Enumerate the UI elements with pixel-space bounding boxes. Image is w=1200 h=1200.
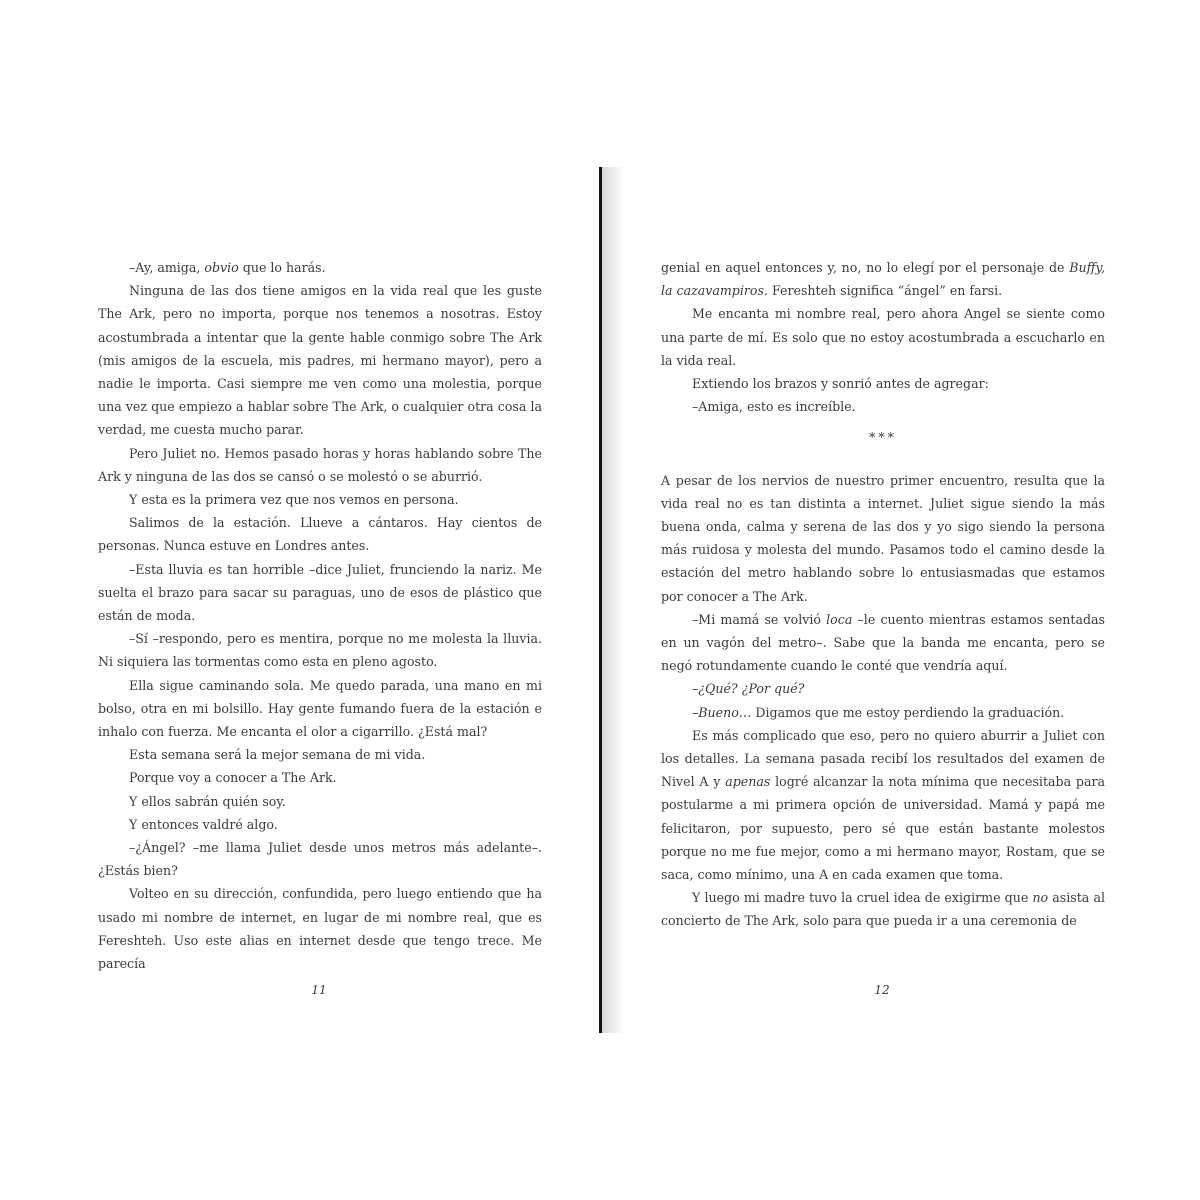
text-run: –le cuento mientras estamos sentadas en un vagón del metro–. Sabe que la banda me encanta, pero se negó rotundamente cuando le conté que vendría aquí. xyxy=(661,611,1105,674)
text-run: Extiendo los brazos y sonrió antes de agregar: xyxy=(692,376,989,392)
italic-run: –Bueno… xyxy=(692,704,752,720)
left-page-number: 11 xyxy=(311,983,327,997)
paragraph xyxy=(661,469,1105,608)
italic-run: no xyxy=(1032,890,1049,906)
text-run: Y luego mi madre tuvo la cruel idea de exigirme que xyxy=(692,890,1033,906)
text-run: Ella sigue caminando sola. Me quedo parada, una mano en mi bolso, otra en mi bolsillo. Hay gente fumando fuera de la estación e inhalo con fuerza. Me encanta el olor a cigarrillo. ¿Está mal? xyxy=(98,677,542,740)
text-run: genial en aquel entonces y, no, no lo elegí por el personaje de xyxy=(661,260,1070,275)
paragraph xyxy=(98,511,542,557)
paragraph xyxy=(661,701,1105,724)
paragraph xyxy=(98,882,542,975)
text-run: Y entonces valdré algo. xyxy=(129,816,278,832)
text-run: logré alcanzar la nota mínima que necesitaba para postularme a mi primera opción de universidad. Mamá y papá me felicitaron, por supuesto, pero sé que están bastante molestos porque no me fue mejor, como a mi hermano mayor, Rostam, que se saca, como mínimo, una A en cada examen que toma. xyxy=(661,774,1105,883)
text-run: –Sí –respondo, pero es mentira, porque no me molesta la lluvia. Ni siquiera las tormentas como esta en pleno agosto. xyxy=(98,631,542,670)
paragraph xyxy=(98,766,542,789)
paragraph xyxy=(661,886,1105,932)
paragraph xyxy=(98,627,542,673)
paragraph xyxy=(661,256,1105,302)
paragraph xyxy=(98,442,542,488)
paragraph xyxy=(98,674,542,744)
italic-run: apenas xyxy=(725,774,771,790)
paragraph xyxy=(98,743,542,766)
section-separator xyxy=(661,426,1105,449)
text-run: –¿Ángel? –me llama Juliet desde unos metros más adelante–. ¿Estás bien? xyxy=(98,840,542,879)
text-run: Salimos de la estación. Llueve a cántaros. Hay cientos de personas. Nunca estuve en Londres antes. xyxy=(98,515,542,554)
paragraph xyxy=(98,813,542,836)
text-run: Ninguna de las dos tiene amigos en la vida real que les guste The Ark, pero no importa, porque nos tenemos a nosotras. Estoy acostumbrada a intentar que la gente hable conmigo sobre The Ark (mis amigos de la escuela, mis padres, mi hermano mayor), pero a nadie le importa. Casi siempre me ven como una molestia, porque una vez que empiezo a hablar sobre The Ark, o cualquier otra cosa la verdad, me cuesta mucho parar. xyxy=(98,283,542,438)
text-run: Digamos que me estoy perdiendo la graduación. xyxy=(751,704,1065,720)
paragraph xyxy=(661,372,1105,395)
text-run: A pesar de los nervios de nuestro primer encuentro, resulta que la vida real no es tan distinta a internet. Juliet sigue siendo la más buena onda, calma y serena de las dos y yo sigo siendo la persona más ruidosa y molesta del mundo. Pasamos todo el camino desde la estación del metro hablando sobre lo entusiasmadas que estamos por conocer a The Ark. xyxy=(661,472,1105,604)
paragraph xyxy=(98,558,542,628)
text-run: –Ay, amiga, xyxy=(129,260,205,275)
text-run: –Esta lluvia es tan horrible –dice Juliet, frunciendo la nariz. Me suelta el brazo para sacar su paraguas, uno de esos de plástico que están de moda. xyxy=(98,561,542,624)
paragraph xyxy=(661,302,1105,372)
text-run: asista al concierto de The Ark, solo para que pueda ir a una ceremonia de xyxy=(661,890,1105,929)
text-run: *** xyxy=(869,430,897,446)
text-run: . Fereshteh significa “ángel” en farsi. xyxy=(763,283,1003,299)
text-run: Es más complicado que eso, pero no quiero aburrir a Juliet con los detalles. La semana pasada recibí los resultados del examen de Nivel A y xyxy=(661,727,1105,790)
text-run: Volteo en su dirección, confundida, pero luego entiendo que ha usado mi nombre de internet, en lugar de mi nombre real, que es Fereshteh. Uso este alias en internet desde que tengo trece. Me parecía xyxy=(98,886,542,972)
paragraph xyxy=(661,724,1105,886)
right-page-number: 12 xyxy=(874,983,890,997)
left-page xyxy=(98,256,542,975)
text-run: Pero Juliet no. Hemos pasado horas y horas hablando sobre The Ark y ninguna de las dos se cansó o se molestó o se aburrió. xyxy=(98,445,542,484)
paragraph xyxy=(661,608,1105,678)
text-run: Porque voy a conocer a The Ark. xyxy=(129,770,337,786)
paragraph xyxy=(98,790,542,813)
italic-run: Buffy, la cazavampiros xyxy=(661,260,1105,299)
text-run: –Mi mamá se volvió xyxy=(692,611,827,627)
text-run: Me encanta mi nombre real, pero ahora Angel se siente como una parte de mí. Es solo que no estoy acostumbrada a escucharlo en la vida real. xyxy=(661,306,1105,368)
italic-run: obvio xyxy=(204,260,239,275)
italic-run: loca xyxy=(826,611,853,627)
paragraph xyxy=(98,256,542,279)
paragraph xyxy=(661,677,1105,700)
spine-shadow xyxy=(602,167,624,1033)
text-run: Y esta es la primera vez que nos vemos en persona. xyxy=(129,492,459,508)
paragraph xyxy=(98,279,542,441)
text-run: –Amiga, esto es increíble. xyxy=(692,399,856,415)
paragraph xyxy=(661,395,1105,418)
right-page xyxy=(661,256,1105,933)
text-run: Y ellos sabrán quién soy. xyxy=(129,793,286,809)
paragraph xyxy=(98,488,542,511)
text-run: Esta semana será la mejor semana de mi vida. xyxy=(129,747,426,763)
paragraph xyxy=(98,836,542,882)
text-run: que lo harás. xyxy=(238,260,326,275)
italic-run: –¿Qué? ¿Por qué? xyxy=(692,681,805,697)
